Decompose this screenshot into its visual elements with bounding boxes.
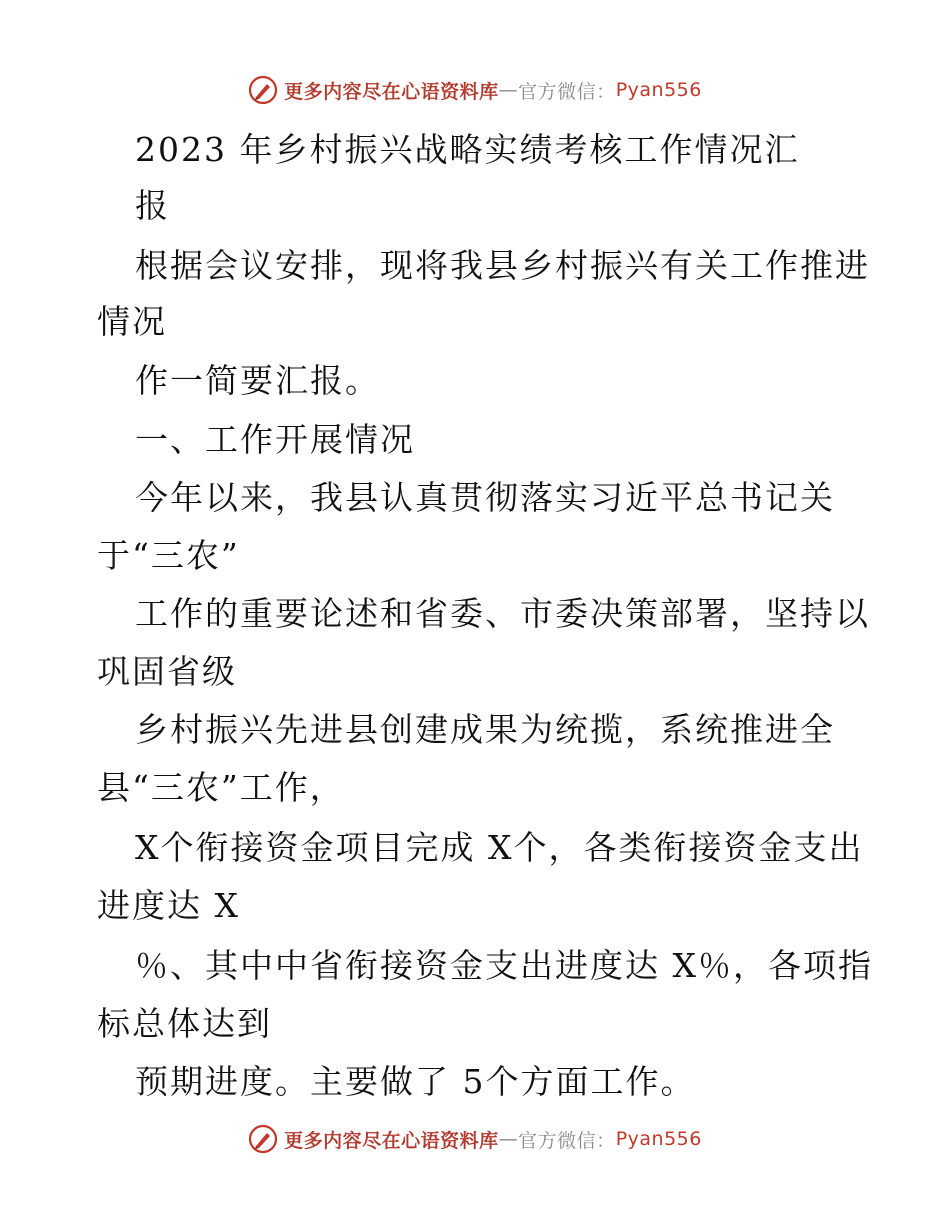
doc-title-line-2: 报 (135, 186, 170, 225)
doc-paragraph-line: 工作的重要论述和省委、市委决策部署，坚持以 (135, 594, 870, 633)
doc-paragraph-line: 县“三农”工作， (97, 768, 345, 807)
doc-paragraph-line: 今年以来，我县认真贯彻落实习近平总书记关 (135, 478, 835, 517)
doc-paragraph-line: ％、其中中省衔接资金支出进度达 X％，各项指 (135, 946, 873, 985)
doc-paragraph-line: 根据会议安排，现将我县乡村振兴有关工作推进 (135, 246, 870, 285)
pen-logo-icon (248, 75, 278, 105)
doc-paragraph-line: 进度达 X (97, 886, 240, 925)
watermark-banner-top (0, 68, 950, 112)
watermark-dash: — (498, 79, 519, 101)
doc-paragraph-line: 作一简要汇报。 (135, 361, 380, 400)
watermark-label: 官方微信： (518, 1129, 616, 1152)
watermark-banner-bottom (0, 1117, 950, 1161)
watermark-site-text: 更多内容尽在心语资料库 (284, 80, 499, 103)
doc-paragraph-line: 预期进度。主要做了 5个方面工作。 (135, 1062, 696, 1101)
doc-paragraph-line: X个衔接资金项目完成 X个，各类衔接资金支出 (135, 828, 864, 867)
doc-paragraph-line: 巩固省级 (97, 652, 237, 691)
pen-logo-icon (248, 1124, 278, 1154)
doc-paragraph-line: 标总体达到 (97, 1004, 272, 1043)
doc-paragraph-line: 乡村振兴先进县创建成果为统揽，系统推进全 (135, 710, 835, 749)
watermark-label: 官方微信： (518, 80, 616, 103)
doc-title-line-1: 2023 年乡村振兴战略实绩考核工作情况汇 (135, 130, 800, 169)
watermark-contact: Pyan556 (615, 1128, 702, 1150)
doc-section-heading: 一、工作开展情况 (135, 420, 415, 459)
doc-paragraph-line: 情况 (97, 302, 167, 341)
doc-paragraph-line: 于“三农” (97, 536, 240, 575)
watermark-contact: Pyan556 (615, 79, 702, 101)
watermark-site-text: 更多内容尽在心语资料库 (284, 1129, 499, 1152)
watermark-dash: — (498, 1128, 519, 1150)
